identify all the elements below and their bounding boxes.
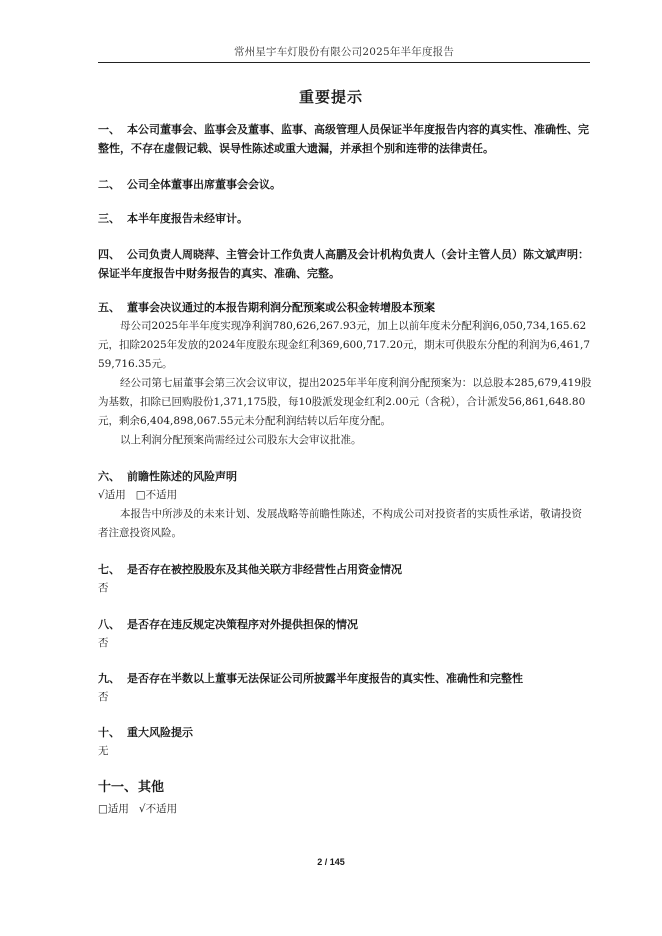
- section-11-number: 十一、: [98, 780, 138, 795]
- section-6-options: [98, 486, 592, 505]
- section-3-text: 本半年度报告未经审计。: [127, 212, 248, 225]
- section-4: [98, 245, 592, 283]
- section-5-text: 董事会决议通过的本报告期利润分配预案或公积金转增股本预案: [127, 301, 435, 314]
- section-5-paragraph-2: 经公司第七届董事会第三次会议审议，提出2025年半年度利润分配预案为：以总股本285,679,419股为基数，扣除已回购股份1,371,175股，每10股派发现金红利2.00元（含税），合计派发56,861,648.80元，剩余6,404,898,067.55元未分配利润结转以后年度分配。: [98, 377, 592, 427]
- section-4-text: 公司负责人周晓萍、主管会计工作负责人高鹏及会计机构负责人（会计主管人员）陈文斌声明：保证半年度报告中财务报告的真实、准确、完整。: [98, 248, 589, 280]
- section-8-answer: 否: [98, 637, 109, 649]
- section-8-number: 八、: [98, 618, 120, 631]
- section-5-number: 五、: [98, 301, 120, 314]
- section-2: [98, 175, 592, 194]
- section-2-number: 二、: [98, 178, 120, 191]
- option-not-applicable: √不适用: [138, 803, 178, 815]
- section-7-answer: 否: [98, 582, 109, 594]
- section-4-number: 四、: [98, 248, 120, 261]
- section-9-number: 九、: [98, 672, 120, 685]
- page-title: 重要提示: [298, 88, 363, 106]
- section-8-heading: [98, 615, 592, 634]
- section-1-number: 一、: [98, 123, 120, 136]
- option-applicable: √适用: [98, 489, 126, 501]
- option-applicable: □适用: [98, 803, 129, 815]
- section-10-heading: [98, 723, 592, 742]
- section-2-text: 公司全体董事出席董事会会议。: [127, 178, 281, 191]
- section-6-number: 六、: [98, 470, 120, 483]
- section-10-number: 十、: [98, 726, 120, 739]
- section-5-paragraph-3: 以上利润分配预案尚需经过公司股东大会审议批准。: [120, 434, 362, 446]
- section-3: [98, 209, 592, 228]
- option-not-applicable: □不适用: [135, 489, 178, 501]
- section-10-answer: 无: [98, 745, 109, 757]
- section-7-number: 七、: [98, 563, 120, 576]
- section-6-heading: [98, 467, 592, 486]
- section-5-heading: [98, 298, 592, 317]
- section-9-heading: [98, 669, 592, 688]
- section-5-paragraph-1: 母公司2025年半年度实现净利润780,626,267.93元，加上以前年度未分配利润6,050,734,165.62元，扣除2025年发放的2024年度股东现金红利369,600,717.20元，期末可供股东分配的利润为6,461,759,716.35元。: [98, 320, 591, 370]
- section-10-text: 重大风险提示: [127, 726, 193, 739]
- section-6-paragraph: 本报告中所涉及的未来计划、发展战略等前瞻性陈述，不构成公司对投资者的实质性承诺，敬请投资者注意投资风险。: [98, 508, 582, 539]
- section-7-text: 是否存在被控股股东及其他关联方非经营性占用资金情况: [127, 563, 402, 576]
- page-number: 2 / 145: [317, 857, 345, 867]
- section-9-text: 是否存在半数以上董事无法保证公司所披露半年度报告的真实性、准确性和完整性: [127, 672, 523, 685]
- section-11-text: 其他: [138, 780, 165, 795]
- page-header: 常州星宇车灯股份有限公司2025年半年度报告: [233, 46, 455, 58]
- section-9-answer: 否: [98, 691, 109, 703]
- section-7-heading: [98, 560, 592, 579]
- section-8-text: 是否存在违反规定决策程序对外提供担保的情况: [127, 618, 358, 631]
- section-6-text: 前瞻性陈述的风险声明: [127, 470, 237, 483]
- section-11-heading: [98, 777, 592, 799]
- section-1-text: 本公司董事会、监事会及董事、监事、高级管理人员保证半年度报告内容的真实性、准确性、完整性，不存在虚假记载、误导性陈述或重大遗漏，并承担个别和连带的法律责任。: [98, 123, 589, 155]
- section-1: [98, 120, 592, 158]
- section-3-number: 三、: [98, 212, 120, 225]
- section-11-options: [98, 800, 592, 819]
- header-divider: [98, 62, 590, 63]
